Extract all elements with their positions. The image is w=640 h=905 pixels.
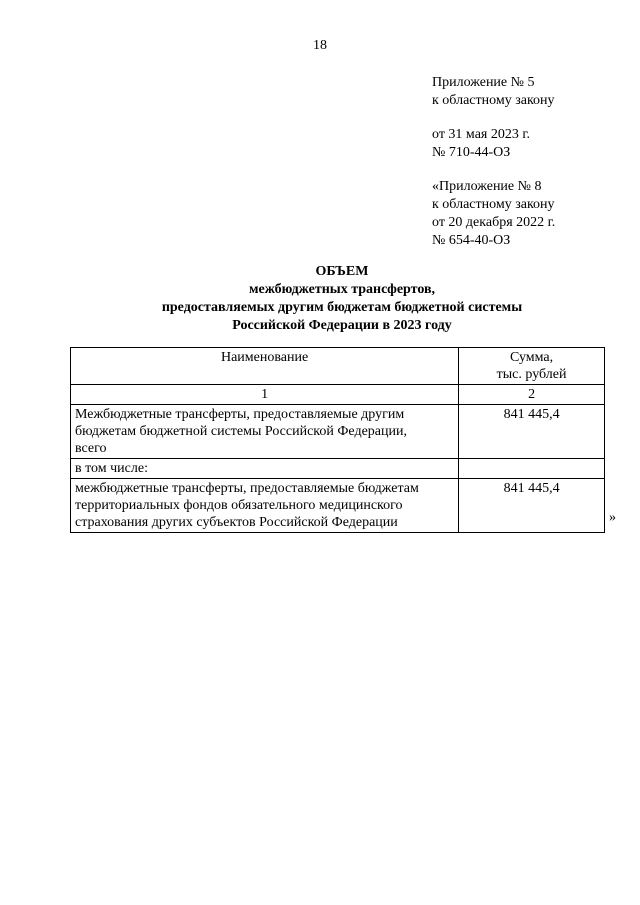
column-number-1: 1 <box>71 385 459 405</box>
title-line-1: ОБЪЕМ <box>315 264 369 279</box>
row-name-line: в том числе: <box>75 461 148 476</box>
row-name-line: Межбюджетные трансферты, предоставляемые другим <box>75 407 405 422</box>
appendix-date: от 31 мая 2023 г. <box>432 127 531 142</box>
appendix-date-block <box>432 126 530 162</box>
appendix-reference <box>432 74 555 110</box>
row-name-line: бюджетам бюджетной системы Российской Федерации, <box>75 424 407 439</box>
document-title <box>0 263 640 335</box>
table-row <box>71 459 605 479</box>
title-line-3: предоставляемых другим бюджетам бюджетной системы <box>161 300 523 315</box>
row-name-line: страхования других субъектов Российской Федерации <box>75 515 398 530</box>
row-name-line: всего <box>75 441 107 456</box>
transfers-table <box>70 347 605 533</box>
header-sum <box>459 348 605 385</box>
row-name <box>71 459 459 479</box>
previous-appendix-number: «Приложение № 8 <box>432 179 542 194</box>
previous-appendix-reference <box>432 178 555 250</box>
row-name-line: межбюджетные трансферты, предоставляемые бюджетам <box>75 481 419 496</box>
row-name <box>71 479 459 533</box>
closing-quote: » <box>609 510 616 525</box>
row-name-line: территориальных фондов обязательного медицинского <box>75 498 403 513</box>
title-line-4: Российской Федерации в 2023 году <box>232 318 452 333</box>
row-name <box>71 405 459 459</box>
title-line-2: межбюджетных трансфертов, <box>248 282 436 297</box>
header-sum-line1: Сумма, <box>510 350 554 365</box>
header-name: Наименование <box>71 348 459 385</box>
table-row <box>71 479 605 533</box>
page-number: 18 <box>313 38 327 53</box>
appendix-law-number: № 710-44-ОЗ <box>432 145 511 160</box>
previous-appendix-law-number: № 654-40-ОЗ <box>432 233 511 248</box>
row-sum: 841 445,4 <box>459 405 605 459</box>
header-sum-line2: тыс. рублей <box>496 367 567 382</box>
row-sum <box>459 459 605 479</box>
appendix-law: к областному закону <box>432 93 555 108</box>
row-sum: 841 445,4 <box>459 479 605 533</box>
table-header-row <box>71 348 605 385</box>
previous-appendix-law: к областному закону <box>432 197 555 212</box>
appendix-number: Приложение № 5 <box>432 75 535 90</box>
column-number-2: 2 <box>459 385 605 405</box>
column-number-row <box>71 385 605 405</box>
previous-appendix-date: от 20 декабря 2022 г. <box>432 215 556 230</box>
table-row <box>71 405 605 459</box>
